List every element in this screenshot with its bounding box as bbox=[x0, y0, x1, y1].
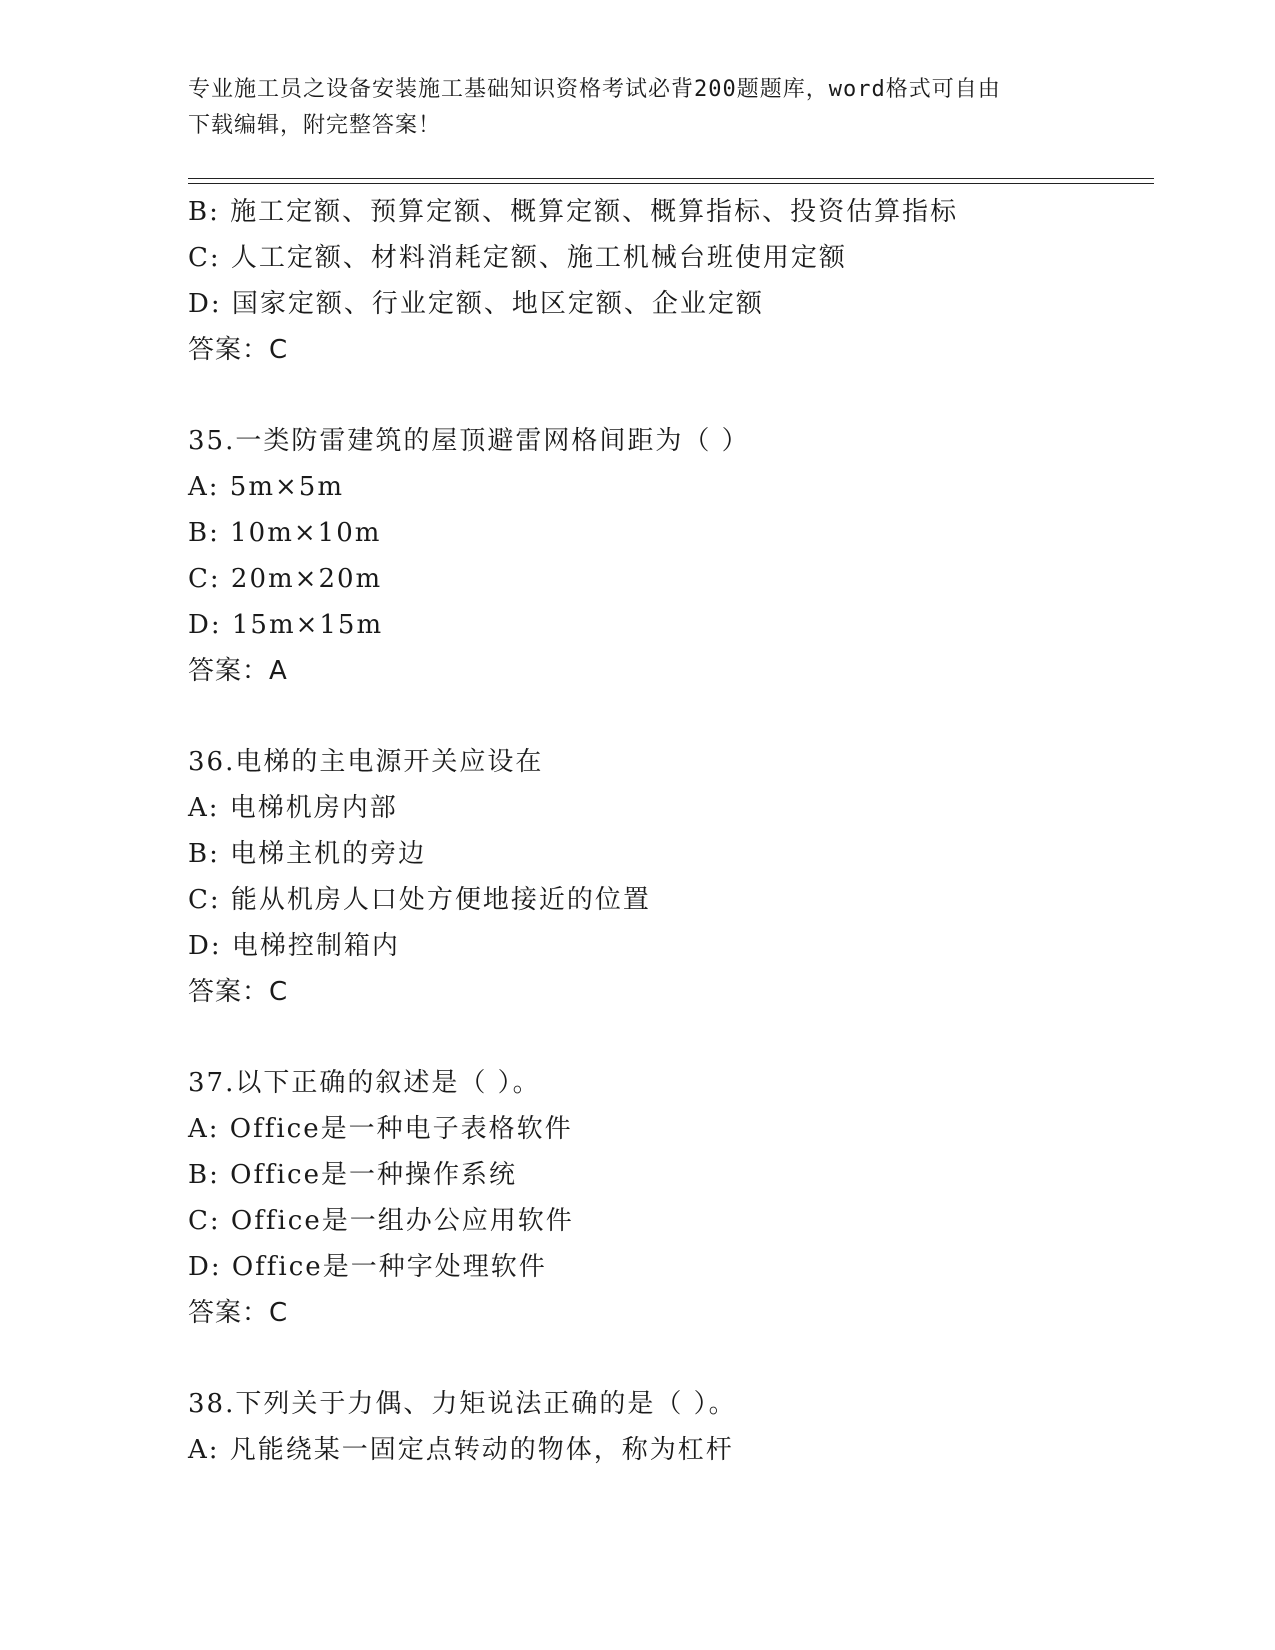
option-c: C: 人工定额、材料消耗定额、施工机械台班使用定额 bbox=[188, 243, 847, 273]
answer: 答案：A bbox=[188, 656, 288, 686]
header-line-2: 下载编辑，附完整答案！ bbox=[188, 113, 442, 138]
answer: 答案：C bbox=[188, 1298, 289, 1328]
option-d: D: 电梯控制箱内 bbox=[188, 931, 400, 961]
option-c: C: 能从机房人口处方便地接近的位置 bbox=[188, 885, 651, 915]
question-title: 35.一类防雷建筑的屋顶避雷网格间距为（ ） bbox=[188, 426, 750, 456]
spacer bbox=[188, 694, 1148, 739]
option-d: D: 国家定额、行业定额、地区定额、企业定额 bbox=[188, 289, 764, 319]
spacer bbox=[188, 373, 1148, 418]
header-divider-bottom bbox=[188, 183, 1154, 184]
option-b: B: 10m×10m bbox=[188, 518, 382, 548]
option-b: B: Office是一种操作系统 bbox=[188, 1160, 517, 1190]
option-a: A: 凡能绕某一固定点转动的物体，称为杠杆 bbox=[188, 1435, 734, 1465]
option-c: C: Office是一组办公应用软件 bbox=[188, 1206, 574, 1236]
option-a: A: 5m×5m bbox=[188, 472, 344, 502]
option-b: B: 施工定额、预算定额、概算定额、概算指标、投资估算指标 bbox=[188, 197, 959, 227]
option-d: D: 15m×15m bbox=[188, 610, 384, 640]
question-title: 37.以下正确的叙述是（ ）。 bbox=[188, 1068, 541, 1098]
option-a: A: Office是一种电子表格软件 bbox=[188, 1114, 573, 1144]
option-b: B: 电梯主机的旁边 bbox=[188, 839, 427, 869]
spacer bbox=[188, 1336, 1148, 1381]
option-c: C: 20m×20m bbox=[188, 564, 383, 594]
answer: 答案：C bbox=[188, 977, 289, 1007]
document-header bbox=[188, 72, 1068, 144]
spacer bbox=[188, 1015, 1148, 1060]
question-title: 38.下列关于力偶、力矩说法正确的是（ ）。 bbox=[188, 1389, 737, 1419]
header-line-1: 专业施工员之设备安装施工基础知识资格考试必背200题题库，word格式可自由 bbox=[188, 77, 1001, 102]
header-divider-top bbox=[188, 178, 1154, 179]
question-list bbox=[188, 189, 1148, 1473]
option-d: D: Office是一种字处理软件 bbox=[188, 1252, 547, 1282]
option-a: A: 电梯机房内部 bbox=[188, 793, 398, 823]
question-title: 36.电梯的主电源开关应设在 bbox=[188, 747, 544, 777]
answer: 答案：C bbox=[188, 335, 289, 365]
